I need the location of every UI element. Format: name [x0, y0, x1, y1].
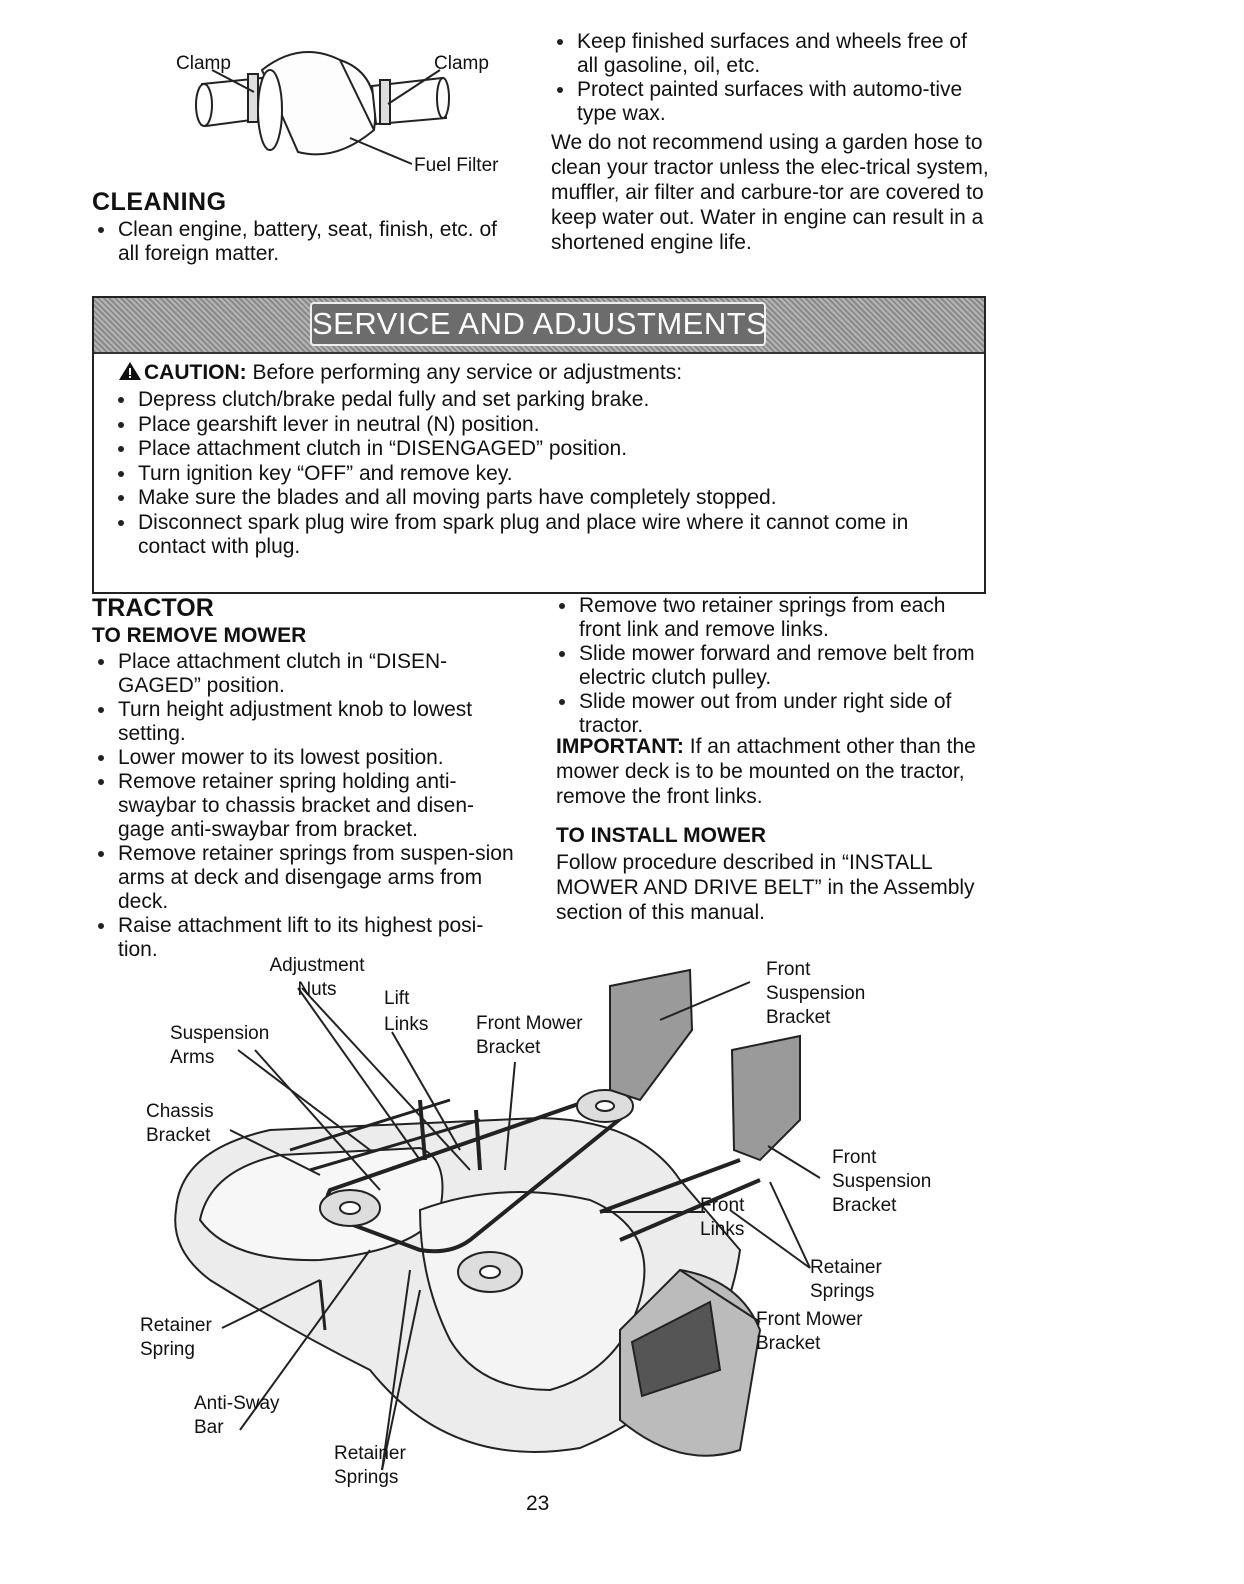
anti-sway-bar-label — [194, 1392, 290, 1440]
remove-step: Remove retainer spring holding anti-swaybar to chassis bracket and disen-gage anti-swaybar from bracket. — [92, 770, 516, 842]
tractor-heading: TRACTOR — [92, 594, 214, 622]
suspension-arms-label — [170, 1022, 280, 1070]
important-label: IMPORTANT: — [556, 735, 684, 758]
lift-links-text: Lift Links — [384, 988, 429, 1035]
care-list — [551, 30, 981, 126]
front-suspension-bracket-right-label — [832, 1146, 942, 1218]
cleaning-list — [92, 218, 512, 266]
front-mower-bracket-top-text: Front Mower Bracket — [476, 1013, 583, 1058]
retainer-springs-bottom-label — [334, 1442, 424, 1490]
caution-item: Turn ignition key “OFF” and remove key. — [112, 462, 972, 487]
warning-triangle-icon — [118, 361, 142, 381]
front-suspension-bracket-top-text: Front Suspension Bracket — [766, 959, 866, 1028]
caution-text: Before performing any service or adjustments: — [252, 361, 683, 384]
clamp-right-label: Clamp — [434, 53, 489, 74]
front-mower-bracket-bottom-label — [756, 1308, 876, 1356]
retainer-spring-text: Retainer Spring — [140, 1315, 212, 1360]
retainer-springs-right-label — [810, 1256, 900, 1304]
remove-step: Turn height adjustment knob to lowest setting. — [92, 698, 516, 746]
retainer-spring-label — [140, 1314, 224, 1362]
important-text: If an attachment other than the mower deck is to be mounted on the tractor, remove the front links. — [556, 735, 976, 808]
cleaning-bullet: Clean engine, battery, seat, finish, etc. of all foreign matter. — [92, 218, 512, 266]
retainer-springs-bottom-text: Retainer Springs — [334, 1443, 406, 1488]
front-mower-bracket-bottom-text: Front Mower Bracket — [756, 1309, 863, 1354]
install-mower-heading: TO INSTALL MOWER — [556, 824, 766, 847]
caution-item: Place attachment clutch in “DISENGAGED” position. — [112, 437, 972, 462]
front-suspension-bracket-right-text: Front Suspension Bracket — [832, 1147, 932, 1216]
service-title: SERVICE AND ADJUSTMENTS — [310, 302, 766, 346]
service-banner — [94, 298, 984, 354]
service-caution-box — [92, 296, 986, 594]
caution-label: CAUTION: — [144, 361, 247, 384]
caution-item: Make sure the blades and all moving parts have completely stopped. — [112, 486, 972, 511]
caution-item: Depress clutch/brake pedal fully and set parking brake. — [112, 388, 972, 413]
chassis-bracket-label — [146, 1100, 226, 1148]
garden-hose-paragraph: We do not recommend using a garden hose to clean your tractor unless the elec-trical system, muffler, air filter and carbure-tor are covered to keep water out. Water in engine can result in a shortened engine life. — [551, 131, 989, 254]
retainer-springs-right-text: Retainer Springs — [810, 1257, 882, 1302]
remove-steps-right — [553, 594, 987, 738]
cleaning-heading: CLEANING — [92, 188, 227, 216]
caution-line — [118, 360, 682, 385]
remove-step: Slide mower out from under right side of tractor. — [553, 690, 987, 738]
lift-links-label — [384, 986, 444, 1038]
anti-sway-bar-text: Anti-Sway Bar — [194, 1393, 280, 1438]
install-mower-text: Follow procedure described in “INSTALL MOWER AND DRIVE BELT” in the Assembly section of this manual. — [556, 851, 975, 924]
fuel-filter-label: Fuel Filter — [414, 155, 499, 176]
suspension-arms-text: Suspension Arms — [170, 1023, 270, 1068]
page-number: 23 — [526, 1492, 550, 1515]
adjustment-nuts-text: Adjustment Nuts — [269, 955, 365, 1000]
remove-step: Lower mower to its lowest position. — [92, 746, 516, 770]
adjustment-nuts-label — [262, 954, 372, 1002]
care-bullet: Protect painted surfaces with automo-tive type wax. — [551, 78, 981, 126]
remove-step: Raise attachment lift to its highest posi-tion. — [92, 914, 516, 962]
caution-item: Place gearshift lever in neutral (N) position. — [112, 413, 972, 438]
remove-step: Place attachment clutch in “DISEN-GAGED” position. — [92, 650, 516, 698]
front-links-text: Front Links — [700, 1195, 745, 1240]
front-mower-bracket-top-label — [476, 1012, 596, 1060]
clamp-left-label: Clamp — [176, 53, 231, 74]
remove-step: Remove retainer springs from suspen-sion arms at deck and disengage arms from deck. — [92, 842, 516, 914]
important-note — [556, 734, 986, 809]
chassis-bracket-text: Chassis Bracket — [146, 1101, 214, 1146]
caution-list — [112, 388, 972, 560]
remove-steps-left — [92, 650, 516, 962]
remove-step: Remove two retainer springs from each front link and remove links. — [553, 594, 987, 642]
front-links-label — [700, 1194, 760, 1242]
remove-mower-heading: TO REMOVE MOWER — [92, 624, 307, 647]
remove-step: Slide mower forward and remove belt from electric clutch pulley. — [553, 642, 987, 690]
front-suspension-bracket-top-label — [766, 958, 876, 1030]
care-bullet: Keep finished surfaces and wheels free of all gasoline, oil, etc. — [551, 30, 981, 78]
caution-item: Disconnect spark plug wire from spark plug and place wire where it cannot come in contact with plug. — [112, 511, 972, 560]
